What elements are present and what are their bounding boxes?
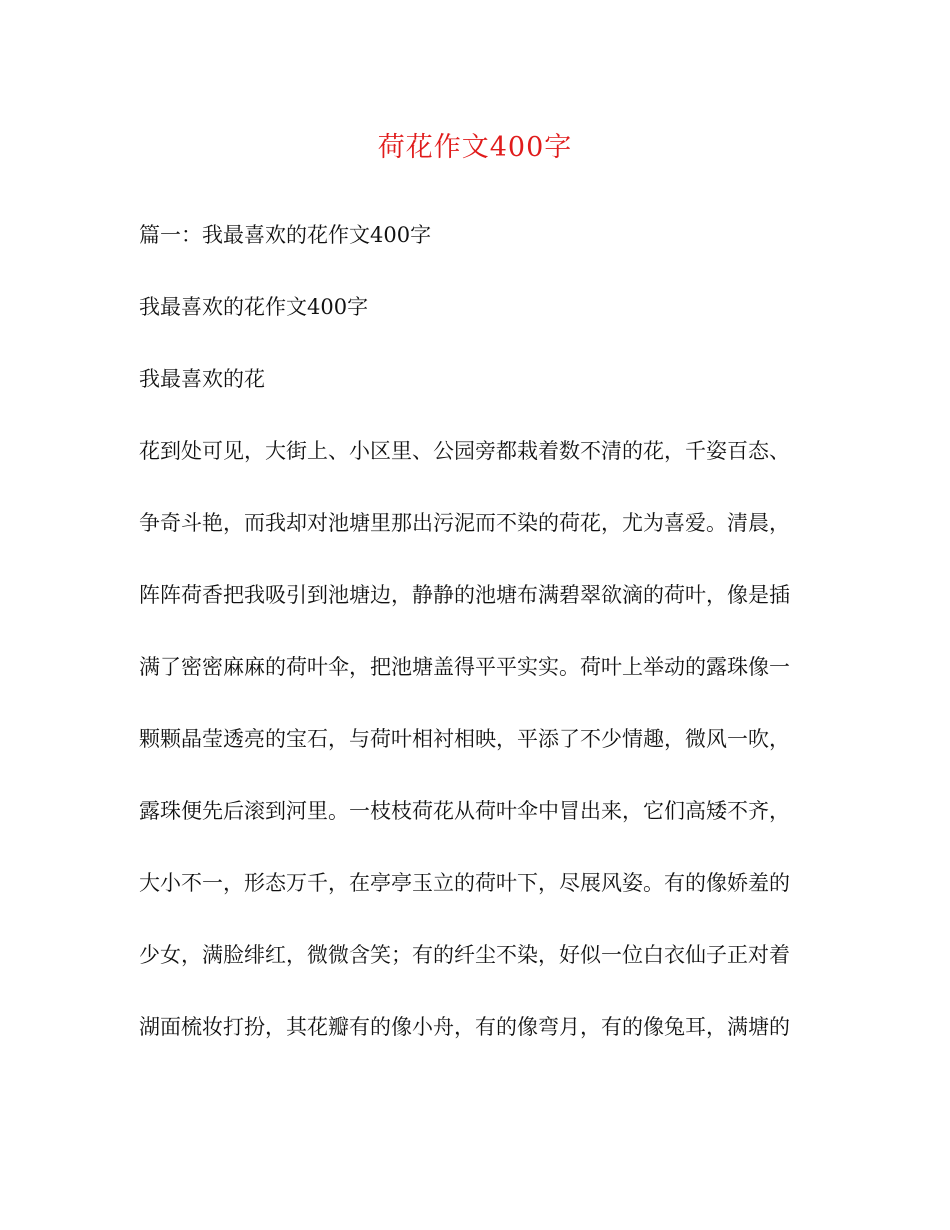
document-title: 荷花作文400字 [377, 132, 573, 163]
body-line: 阵阵荷香把我吸引到池塘边，静静的池塘布满碧翠欲滴的荷叶，像是插 [139, 583, 790, 607]
body-line: 湖面梳妆打扮，其花瓣有的像小舟，有的像弯月，有的像兔耳，满塘的 [139, 1015, 790, 1039]
body-line: 少女，满脸绯红，微微含笑；有的纤尘不染，好似一位白衣仙子正对着 [139, 943, 790, 967]
section-heading: 篇一：我最喜欢的花作文400字 [139, 223, 432, 247]
body-line: 露珠便先后滚到河里。一枝枝荷花从荷叶伞中冒出来，它们高矮不齐， [139, 799, 790, 823]
essay-subheading: 我最喜欢的花 [139, 367, 265, 391]
essay-heading: 我最喜欢的花作文400字 [139, 295, 369, 319]
body-line: 颗颗晶莹透亮的宝石，与荷叶相衬相映，平添了不少情趣，微风一吹， [139, 727, 790, 751]
body-line: 大小不一，形态万千，在亭亭玉立的荷叶下，尽展风姿。有的像娇羞的 [139, 871, 790, 895]
body-line: 花到处可见，大街上、小区里、公园旁都栽着数不清的花，千姿百态、 [139, 439, 790, 463]
body-line: 满了密密麻麻的荷叶伞，把池塘盖得平平实实。荷叶上举动的露珠像一 [139, 655, 790, 679]
body-line: 争奇斗艳，而我却对池塘里那出污泥而不染的荷花，尤为喜爱。清晨， [139, 511, 790, 535]
